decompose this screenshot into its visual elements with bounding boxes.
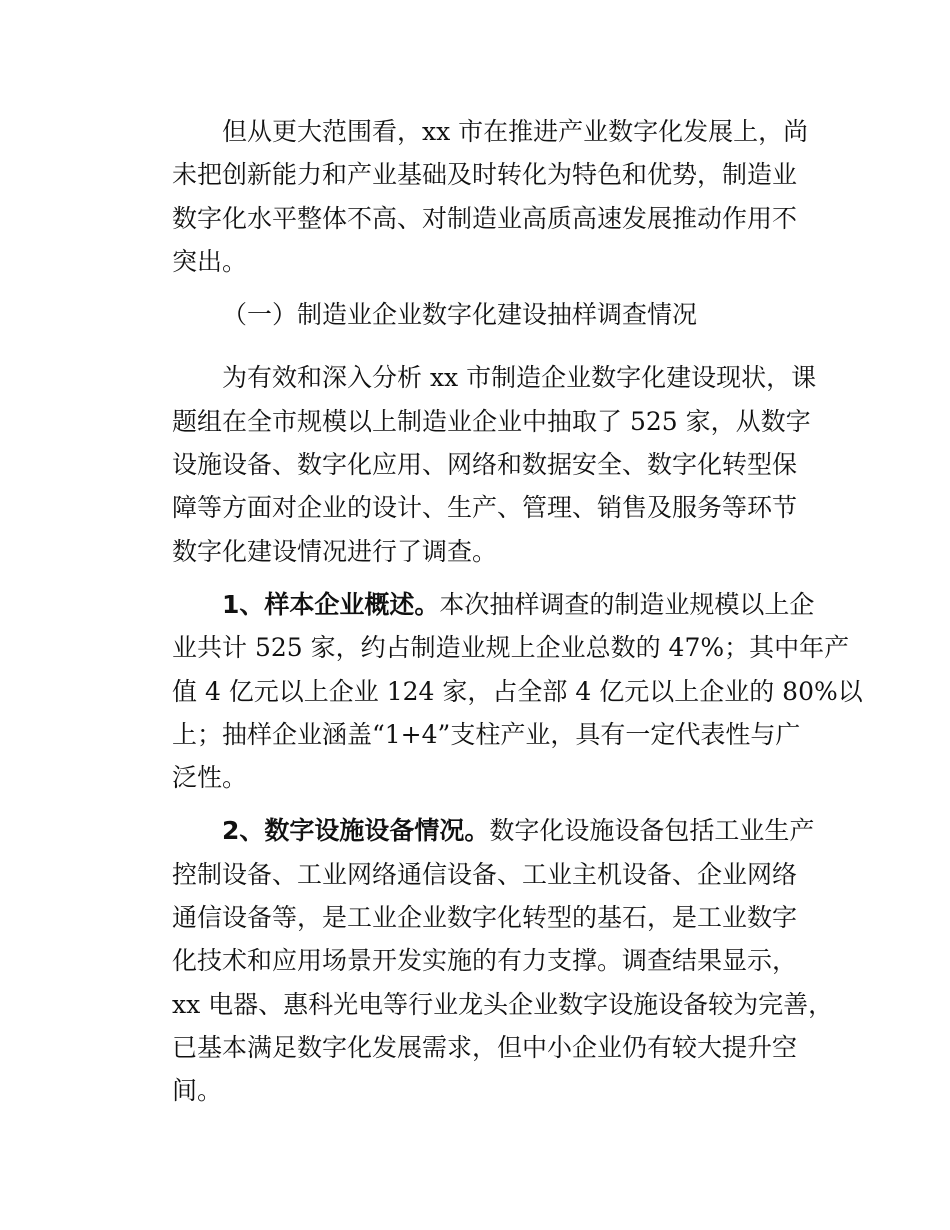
text-line: 设施设备、数字化应用、网络和数据安全、数字化转型保 — [172, 450, 798, 480]
text-line — [172, 583, 815, 626]
paragraph-survey — [172, 356, 817, 572]
heading-text: （一）制造业企业数字化建设抽样调查情况 — [222, 300, 698, 330]
text-line: 控制设备、工业网络通信设备、工业主机设备、企业网络 — [172, 859, 798, 889]
paragraph-sample-overview — [172, 583, 863, 799]
text-line: 上；抽样企业涵盖“1+4”支柱产业，具有一定代表性与广 — [172, 719, 801, 749]
bold-lead: 1、样本企业概述。 — [222, 589, 440, 619]
text-line — [172, 809, 815, 852]
text-line: 已基本满足数字化发展需求，但中小企业仍有较大提升空 — [172, 1032, 798, 1062]
text-line: 突出。 — [172, 246, 248, 276]
paragraph-digital-facilities — [172, 809, 834, 1112]
text-line: 化技术和应用场景开发实施的有力支撑。调查结果显示， — [172, 946, 798, 976]
bold-lead: 2、数字设施设备情况。 — [222, 816, 490, 846]
text-line: 泛性。 — [172, 763, 248, 793]
text-line: 数字化建设情况进行了调查。 — [172, 536, 498, 566]
text-line: 通信设备等，是工业企业数字化转型的基石，是工业数字 — [172, 903, 798, 933]
text-line: xx 电器、惠科光电等行业龙头企业数字设施设备较为完善， — [172, 989, 834, 1019]
text-line: 间。 — [172, 1076, 223, 1106]
text-line: 值 4 亿元以上企业 124 家，占全部 4 亿元以上企业的 80%以 — [172, 676, 863, 706]
text-line: 为有效和深入分析 xx 市制造企业数字化建设现状，课 — [222, 363, 817, 393]
text-line: 题组在全市规模以上制造业企业中抽取了 525 家，从数字 — [172, 406, 811, 436]
text-line: 未把创新能力和产业基础及时转化为特色和优势，制造业 — [172, 160, 798, 190]
text-line: 障等方面对企业的设计、生产、管理、销售及服务等环节 — [172, 493, 798, 523]
paragraph-intro — [172, 110, 809, 283]
text-run: 数字化设施设备包括工业生产 — [489, 816, 815, 846]
text-line: 数字化水平整体不高、对制造业高质高速发展推动作用不 — [172, 203, 798, 233]
text-line: 业共计 525 家，约占制造业规上企业总数的 47%；其中年产 — [172, 633, 850, 663]
document-page — [172, 110, 863, 1123]
text-line: 但从更大范围看，xx 市在推进产业数字化发展上，尚 — [222, 117, 809, 146]
text-run: 本次抽样调查的制造业规模以上企 — [439, 589, 815, 619]
section-heading — [172, 293, 796, 336]
